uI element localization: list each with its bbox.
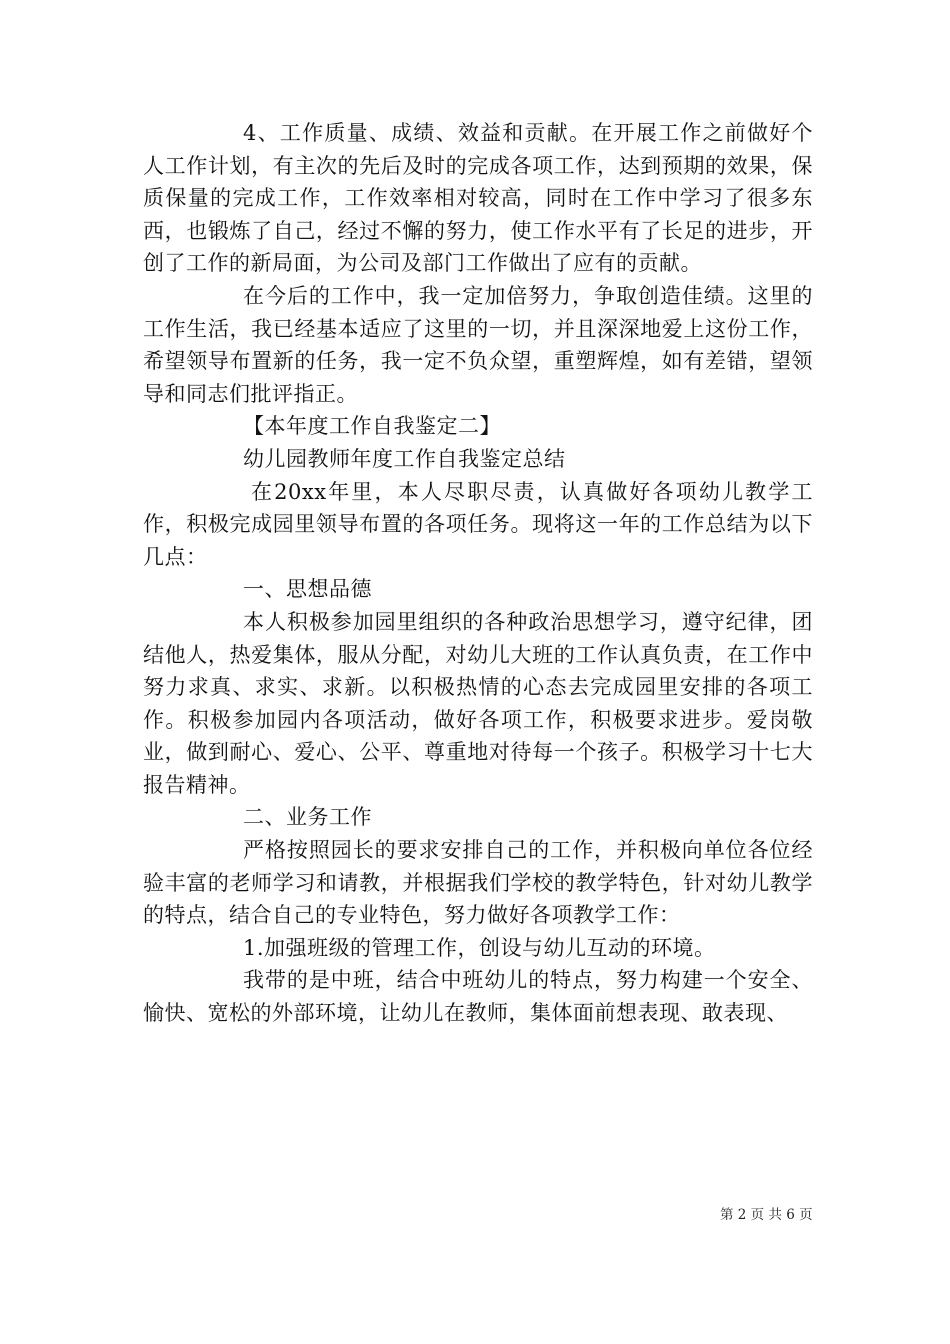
paragraph-class-management: 我带的是中班，结合中班幼儿的特点，努力构建一个安全、愉快、宽松的外部环境，让幼儿在教师，集体面前想表现、敢表现、 [143, 968, 813, 1026]
heading-ideology-morality: 一、思想品德 [243, 577, 372, 602]
page-number: 第 2 页 共 6 页 [720, 1207, 813, 1223]
paragraph-work-quality: 4、工作质量、成绩、效益和贡献。在开展工作之前做好个人工作计划，有主次的先后及时的完成各项工作，达到预期的效果，保质保量的完成工作，工作效率相对较高，同时在工作中学习了很多东西，也锻炼了自己，经过不懈的努力，使工作水平有了长足的进步，开创了工作的新局面，为公司及部门工作做出了应有的贡献。 [143, 121, 813, 276]
heading-professional-work: 二、业务工作 [243, 805, 372, 830]
subheading-class-management: 1.加强班级的管理工作，创设与幼儿互动的环境。 [243, 935, 716, 960]
paragraph-ideology-morality: 本人积极参加园里组织的各种政治思想学习，遵守纪律，团结他人，热爱集体，服从分配，对幼儿大班的工作认真负责，在工作中努力求真、求实、求新。以积极热情的心态去完成园里安排的各项工作。积极参加园内各项活动，做好各项工作，积极要求进步。爱岗敬业，做到耐心、爱心、公平、尊重地对待每一个孩子。积极学习十七大报告精神。 [143, 609, 813, 797]
document-subtitle: 幼儿园教师年度工作自我鉴定总结 [243, 446, 566, 471]
paragraph-future-work: 在今后的工作中，我一定加倍努力，争取创造佳绩。这里的工作生活，我已经基本适应了这里的一切，并且深深地爱上这份工作，希望领导布置新的任务，我一定不负众望，重塑辉煌，如有差错，望领导和同志们批评指正。 [143, 283, 813, 406]
paragraph-intro: 在20xx年里，本人尽职尽责，认真做好各项幼儿教学工作，积极完成园里领导布置的各项任务。现将这一年的工作总结为以下几点： [143, 479, 813, 569]
paragraph-professional-work: 严格按照园长的要求安排自己的工作，并积极向单位各位经验丰富的老师学习和请教，并根据我们学校的教学特色，针对幼儿教学的特点，结合自己的专业特色，努力做好各项教学工作： [143, 838, 813, 928]
document-body [143, 117, 813, 1030]
section-heading-self-appraisal-two: 【本年度工作自我鉴定二】 [243, 414, 501, 439]
